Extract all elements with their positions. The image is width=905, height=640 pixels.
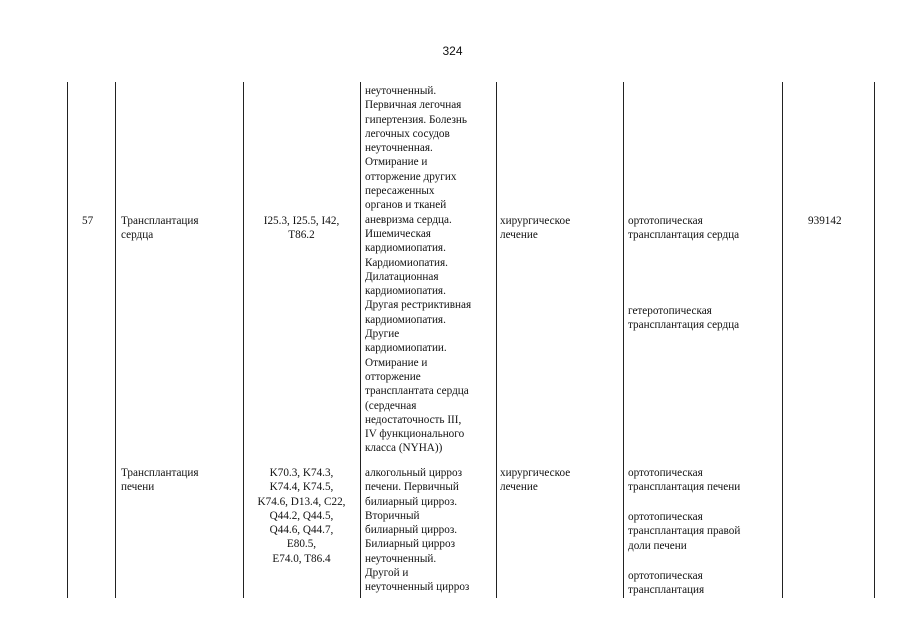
table-border-right bbox=[874, 82, 875, 598]
icd-codes: I25.3, I25.5, I42, T86.2 bbox=[263, 215, 340, 242]
row-number: 57 bbox=[82, 215, 94, 227]
treatment-method: ортотопическая трансплантация печени bbox=[628, 467, 741, 494]
column-divider bbox=[782, 82, 783, 598]
treatment-method: ортотопическая трансплантация сердца bbox=[628, 215, 740, 242]
treatment-type: хирургическое лечение bbox=[500, 467, 571, 494]
column-divider bbox=[360, 82, 361, 598]
table-border-left bbox=[67, 82, 68, 598]
column-divider bbox=[115, 82, 116, 598]
treatment-method: гетеротопическая трансплантация сердца bbox=[628, 305, 740, 332]
procedure-name: Трансплантация сердца bbox=[121, 215, 199, 242]
diagnosis-text: неуточненный. Первичная легочная гипертензия. Болезнь легочных сосудов неуточненная. Отмирание и отторжение других пересаженных органов и тканей аневризма сердца. Ишемическая кардиомиопатия. Кардиомиопатия. Дилатационная кардиомиопатия. Другая рестриктивная кардиомиопатия. Другие кардиомиопатии. Отмирание и отторжение трансплантата сердца (сердечная недостаточность III, IV функционального класса (NYHA)) bbox=[365, 85, 472, 455]
column-divider bbox=[496, 82, 497, 598]
diagnosis-text: алкогольный цирроз печени. Первичный билиарный цирроз. Вторичный билиарный цирроз. Билиарный цирроз неуточненный. Другой и неуточненный цирроз bbox=[365, 467, 470, 594]
icd-codes: K70.3, K74.3, K74.4, K74.5, K74.6, D13.4, C22, Q44.2, Q44.5, Q44.6, Q44.7, E80.5, E74.0, T86.4 bbox=[257, 467, 346, 565]
treatment-method: ортотопическая трансплантация bbox=[628, 570, 705, 597]
procedure-name: Трансплантация печени bbox=[121, 467, 199, 494]
column-divider bbox=[623, 82, 624, 598]
page-number: 324 bbox=[442, 44, 463, 58]
cost-value: 939142 bbox=[808, 215, 842, 227]
treatment-method: ортотопическая трансплантация правой доли печени bbox=[628, 511, 741, 552]
treatment-type: хирургическое лечение bbox=[500, 215, 571, 242]
